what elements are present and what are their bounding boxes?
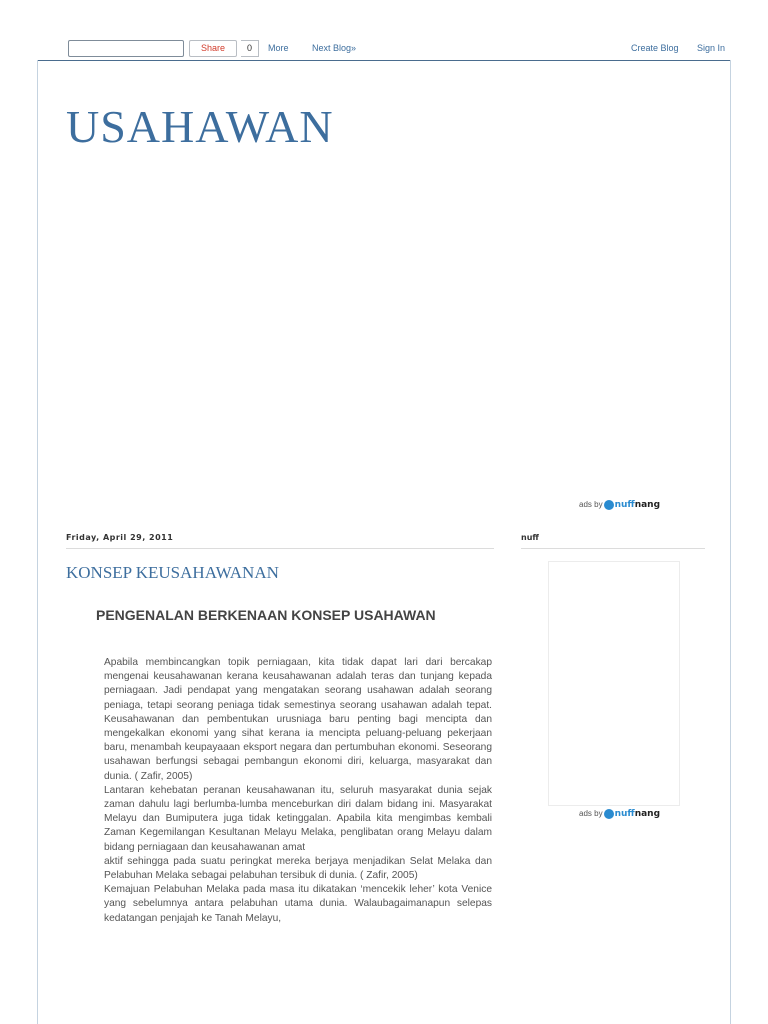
sidebar-divider <box>521 548 705 549</box>
ads-brand: nuffnang <box>614 809 661 819</box>
navbar-divider <box>37 60 731 61</box>
blog-title[interactable]: USAHAWAN <box>66 101 334 152</box>
post-paragraph: Apabila membincangkan topik perniagaan, kita tidak dapat lari dari bercakap mengenai keusahawanan kerana keusahawanan adalah teras dan tunjang kepada perniagaan. Jadi pendapat yang mengatakan seorang usahawan adalah seorang peniaga, tetapi seorang peniaga tidak semestinya seorang usahawan adalah tepat. Keusahawanan dan pembentukan urusniaga baru penting bagi mencipta dan mengekalkan ekonomi yang sihat kerana ia mencipta peluang-peluang pekerjaan baru, menambah keupayaaan eksport negara dan pertumbuhan ekonomi. Seseorang usahawan berfungsi sebagai pembangun ekonomi diri, keluarga, masyarakat dan dunia. ( Zafir, 2005) <box>104 657 492 782</box>
share-button[interactable]: Share <box>189 40 237 57</box>
post-body <box>104 656 492 926</box>
ads-brand: nuffnang <box>614 500 661 510</box>
outer-border-right <box>730 60 731 1024</box>
post-subtitle: PENGENALAN BERKENAAN KONSEP USAHAWAN <box>96 607 436 623</box>
create-blog-link[interactable]: Create Blog <box>631 43 679 53</box>
next-blog-link[interactable]: Next Blog» <box>312 43 357 53</box>
blogger-navbar <box>0 0 768 60</box>
ads-by-nuffnang-badge-sidebar[interactable] <box>579 808 660 820</box>
sign-in-link[interactable]: Sign In <box>697 43 726 53</box>
outer-border-left <box>37 60 38 1024</box>
post-title[interactable]: KONSEP KEUSAHAWANAN <box>66 563 279 582</box>
post-paragraph: aktif sehingga pada suatu peringkat mereka berjaya menjadikan Selat Melaka dan Pelabuhan Melaka sebagai pelabuhan tersibuk di dunia. ( Zafir, 2005) <box>104 855 492 882</box>
post-paragraph: Kemajuan Pelabuhan Melaka pada masa itu dikatakan ‘mencekik leher’ kota Venice yang sebelumnya antara pelabuhan utama dunia. Walaubagaimanapun selepas kedatangan penjajah ke Tanah Melayu, <box>104 884 492 924</box>
date-divider <box>66 548 494 549</box>
more-link[interactable]: More <box>268 43 289 53</box>
nuffnang-logo-icon <box>604 500 614 510</box>
nuffnang-logo-icon <box>604 809 614 819</box>
ads-by-nuffnang-badge[interactable] <box>579 499 660 511</box>
ads-prefix: ads by <box>579 809 603 818</box>
sidebar-widget-title: nuff <box>521 533 539 542</box>
sidebar-ad-box[interactable] <box>548 561 680 806</box>
post-paragraph: Lantaran kehebatan peranan keusahawanan itu, seluruh masyarakat dunia sejak zaman dahulu lagi berlumba-lumba menceburkan diri dalam bidang ini. Masyarakat Melayu dan Bumiputera juga tidak ketinggalan. Apabila kita mengimbas kembali Zaman Kegemilangan Kesultanan Melayu Melaka, penglibatan orang Melayu dalam bidang perniagaan dan keusahawanan amat <box>104 784 492 853</box>
search-input[interactable] <box>68 40 184 57</box>
ads-prefix: ads by <box>579 500 603 509</box>
share-count: 0 <box>241 40 259 57</box>
post-date-header: Friday, April 29, 2011 <box>66 533 174 542</box>
